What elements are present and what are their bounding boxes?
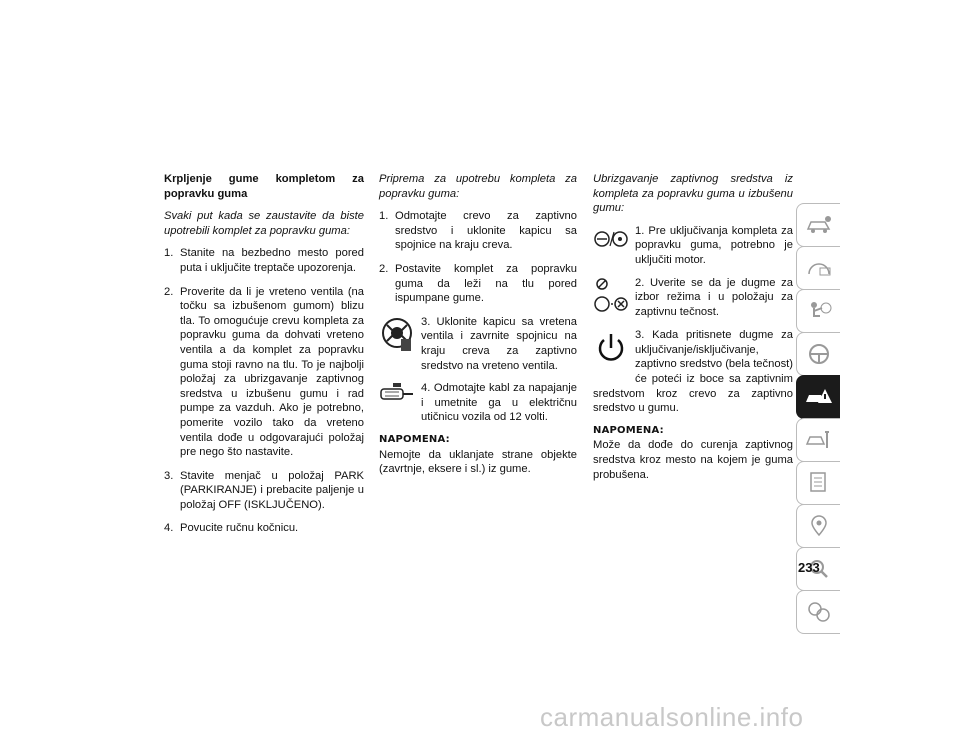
power-plug-icon [379, 381, 415, 425]
step-number: 1. [379, 210, 389, 223]
step-list [379, 209, 577, 306]
emergency-icon [804, 386, 834, 408]
step-text: Stanite na bezbedno mesto pored puta i uključite treptače upozorenja. [180, 247, 364, 274]
steering-wheel-icon [807, 342, 831, 366]
icon-step [379, 315, 577, 373]
column-right [593, 172, 793, 490]
step-text: 1. Pre uključivanja kompleta za popravku guma, potrebno je uključiti motor. [635, 224, 793, 266]
step-list [164, 246, 364, 536]
list-item [164, 246, 364, 275]
step-text: Proverite da li je vreteno ventila (na točku sa izbušenom gumom) blizu tla. To omogućuje crevu kompleta za popravku guma da dohvati vreteno ventila a da komplet za popravku guma stoji ravno na tlu. To je najbolji položaj za ubrizgavanje zaptivnog sredstva u izbušenu gumu i rad pumpe za vazduh. Ako je potrebno, pomerite vozilo tako da vreteno ventila dođe u odgovarajući položaj pre nego što nastavite. [180, 285, 364, 459]
icon-step [379, 381, 577, 425]
power-button-icon [593, 328, 629, 372]
step-number: 4. [164, 522, 174, 535]
list-item [164, 521, 364, 536]
list-item [164, 285, 364, 460]
tab-languages[interactable] [796, 590, 840, 634]
tab-service[interactable] [796, 418, 840, 462]
dashboard-message-icon [805, 258, 833, 278]
step-text: 3. Kada pritisnete dugme za uključivanje/isključivanje, zaptivno sredstvo (bela tečnost) će poteći iz boce sa zaptivnim sredstvom kroz crevo za zaptivno sredstvo u gumu. [593, 329, 793, 415]
list-item [379, 209, 577, 253]
map-pin-icon [807, 514, 831, 538]
car-info-icon [805, 215, 833, 235]
step-number: 3. [164, 469, 174, 482]
note-text: Može da dođe do curenja zaptivnog sredstva kroz mesto na kojem je guma probušena. [593, 439, 793, 481]
tab-car-info[interactable] [796, 203, 840, 247]
step-text: Odmotajte crevo za zaptivno sredstvo i uklonite kapicu sa spojnice na kraju creva. [395, 210, 577, 252]
step-text: 3. Uklonite kapicu sa vretena ventila i zavrnite spojnicu na kraju creva za zaptivno sredstvo na vreteno ventila. [421, 315, 577, 372]
list-item [164, 469, 364, 513]
section-heading: Priprema za upotrebu kompleta za popravku guma: [379, 173, 577, 200]
note-title: NAPOMENA: [379, 433, 450, 445]
tab-emergency[interactable] [796, 375, 840, 419]
icon-step [593, 276, 793, 321]
list-item [379, 262, 577, 306]
column-middle [379, 172, 577, 485]
service-car-icon [805, 429, 833, 451]
mode-selector-icon [593, 224, 629, 268]
note-title: NAPOMENA: [593, 424, 664, 436]
step-number: 1. [164, 247, 174, 260]
airbag-safety-icon [805, 300, 833, 322]
step-text: 2. Uverite se da je dugme za izbor režima i u položaju za zaptivnu tečnost. [635, 276, 793, 318]
section-heading: Krpljenje gume kompletom za popravku guma [164, 173, 364, 200]
section-intro: Svaki put kada se zaustavite da biste upotrebili komplet za popravku guma: [164, 210, 364, 237]
icon-step [593, 224, 793, 268]
tab-navigation[interactable] [796, 504, 840, 548]
sealant-mode-icon [593, 276, 629, 321]
tab-specs[interactable] [796, 461, 840, 505]
icon-step-wrap [593, 328, 793, 416]
step-number: 2. [164, 285, 174, 298]
step-text: 4. Odmotajte kabl za napajanje i umetnite ga u električnu utičnicu vozila od 12 volti. [421, 382, 577, 424]
column-left [164, 172, 364, 545]
step-number: 2. [379, 262, 389, 275]
section-heading: Ubrizgavanje zaptivnog sredstva iz kompleta za popravku guma u izbušenu gumu: [593, 173, 793, 215]
note-text: Nemojte da uklanjate strane objekte (zavrtnje, eksere i sl.) iz gume. [379, 448, 577, 476]
step-text: Postavite komplet za popravku guma da leži na tlu pored ispumpane gume. [395, 262, 577, 305]
step-text: Povucite ručnu kočnicu. [180, 522, 299, 535]
tab-safety[interactable] [796, 289, 840, 333]
tab-dashboard[interactable] [796, 246, 840, 290]
languages-icon [806, 600, 832, 624]
step-text: Stavite menjač u položaj PARK (PARKIRANJE) i prebacite paljenje u položaj OFF (ISKLJUČENO). [180, 469, 364, 511]
valve-stem-icon [379, 315, 415, 373]
checklist-icon [808, 471, 830, 495]
tab-driving[interactable] [796, 332, 840, 376]
watermark: carmanualsonline.info [540, 702, 804, 732]
page-number: 233 [798, 560, 820, 575]
